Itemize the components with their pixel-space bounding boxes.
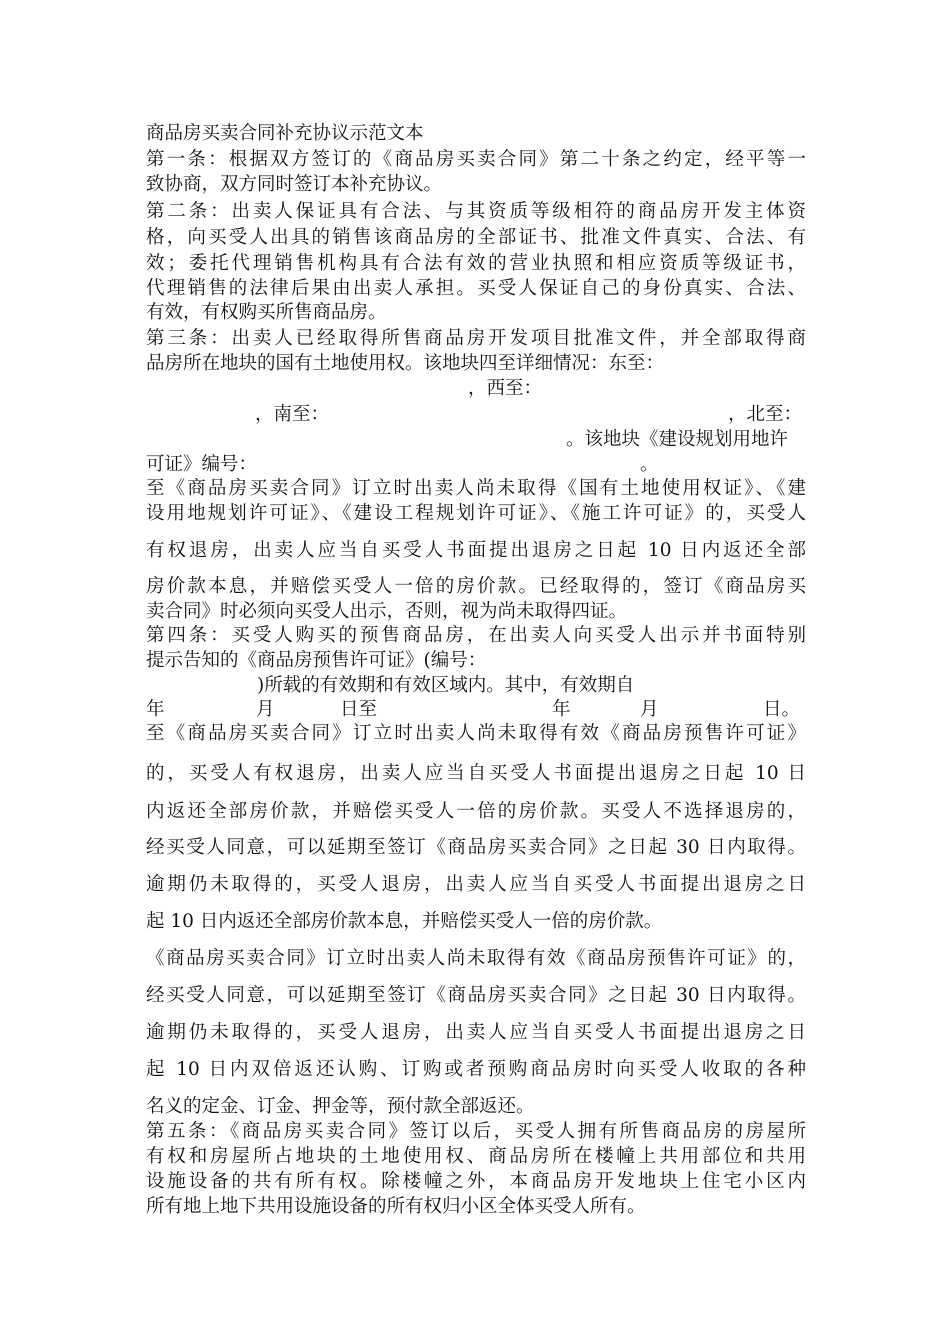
text-line: 品房所在地块的国有土地使用权。该地块四至详细情况：东至： xyxy=(146,353,665,374)
text-line: 第一条：根据双方签订的《商品房买卖合同》第二十条之约定，经平等一 xyxy=(146,149,806,170)
text-line: 经买受人同意，可以延期至签订《商品房买卖合同》之日起 30 日内取得。 xyxy=(146,985,806,1006)
text-line: 第四条：买受人购买的预售商品房，在出卖人向买受人出示并书面特别 xyxy=(146,625,806,646)
text-line: 逾期仍未取得的，买受人退房，出卖人应当自买受人书面提出退房之日 xyxy=(146,874,806,895)
fill-north: ，北至： xyxy=(728,404,803,425)
text-line: 代理销售的法律后果由出卖人承担。买受人保证自己的身份真实、合法、 xyxy=(146,278,806,299)
date-day-to: 日至 xyxy=(340,699,378,720)
text-line: 所有地上地下共用设施设备的所有权归小区全体买受人所有。 xyxy=(146,1196,646,1217)
date-year-end: 年 xyxy=(552,699,571,720)
text-line: 设用地规划许可证》、《建设工程规划许可证》、《施工许可证》的，买受人 xyxy=(146,503,806,524)
text-line: 名义的定金、订金、押金等，预付款全部返还。 xyxy=(146,1096,535,1117)
text-line: 《商品房买卖合同》订立时出卖人尚未取得有效《商品房预售许可证》的， xyxy=(146,948,806,969)
text-line: 卖合同》时必须向买受人出示，否则，视为尚未取得四证。 xyxy=(146,601,628,622)
text-line: 起 10 日内返还全部房价款本息，并赔偿买受人一倍的房价款。 xyxy=(146,911,663,932)
text-line: 效；委托代理销售机构具有合法有效的营业执照和相应资质等级证书， xyxy=(146,253,806,274)
text-line: 第五条：《商品房买卖合同》签订以后，买受人拥有所售商品房的房屋所 xyxy=(146,1121,806,1142)
text-line: 致协商，双方同时签订本补充协议。 xyxy=(146,174,443,195)
text-line: 有权退房，出卖人应当自买受人书面提出退房之日起 10 日内返还全部 xyxy=(146,540,806,561)
date-month-end: 月 xyxy=(640,699,659,720)
date-month: 月 xyxy=(256,699,275,720)
fill-end: 。 xyxy=(640,454,659,475)
text-line: 有效，有权购买所售商品房。 xyxy=(146,302,387,323)
text-line: 至《商品房买卖合同》订立时出卖人尚未取得《国有土地使用权证》、《建 xyxy=(146,478,806,499)
text-line: 的，买受人有权退房，出卖人应当自买受人书面提出退房之日起 10 日 xyxy=(146,763,806,784)
text-line: 有权和房屋所占地块的土地使用权、商品房所在楼幢上共用部位和共用 xyxy=(146,1146,806,1167)
text-line: 至《商品房买卖合同》订立时出卖人尚未取得有效《商品房预售许可证》 xyxy=(146,723,806,744)
text-line: 房价款本息，并赔偿买受人一倍的房价款。已经取得的，签订《商品房买 xyxy=(146,576,806,597)
text-line: 内返还全部房价款，并赔偿买受人一倍的房价款。买受人不选择退房的， xyxy=(146,801,806,822)
text-line: 第二条：出卖人保证具有合法、与其资质等级相符的商品房开发主体资 xyxy=(146,201,806,222)
date-year: 年 xyxy=(146,699,165,720)
date-day-end: 日。 xyxy=(763,699,801,720)
fill-west: ，西至： xyxy=(468,378,543,399)
text-line: 经买受人同意，可以延期至签订《商品房买卖合同》之日起 30 日内取得。 xyxy=(146,837,806,858)
fill-south: ，南至： xyxy=(255,404,330,425)
text-line: 逾期仍未取得的，买受人退房，出卖人应当自买受人书面提出退房之日 xyxy=(146,1022,806,1043)
fill-valid: )所载的有效期和有效区域内。其中，有效期自 xyxy=(257,675,635,696)
text-line: 提示告知的《商品房预售许可证》(编号： xyxy=(146,650,487,671)
fill-permit-tail: 。该地块《建设规划用地许 xyxy=(566,429,789,450)
fill-permit-num: 可证》编号： xyxy=(146,454,258,475)
text-line: 第三条：出卖人已经取得所售商品房开发项目批准文件，并全部取得商 xyxy=(146,328,806,349)
text-line: 格，向买受人出具的销售该商品房的全部证书、批准文件真实、合法、有 xyxy=(146,227,806,248)
document-title: 商品房买卖合同补充协议示范文本 xyxy=(146,123,424,144)
text-line: 起 10 日内双倍返还认购、订购或者预购商品房时向买受人收取的各种 xyxy=(146,1059,806,1080)
text-line: 设施设备的共有所有权。除楼幢之外，本商品房开发地块上住宅小区内 xyxy=(146,1171,806,1192)
